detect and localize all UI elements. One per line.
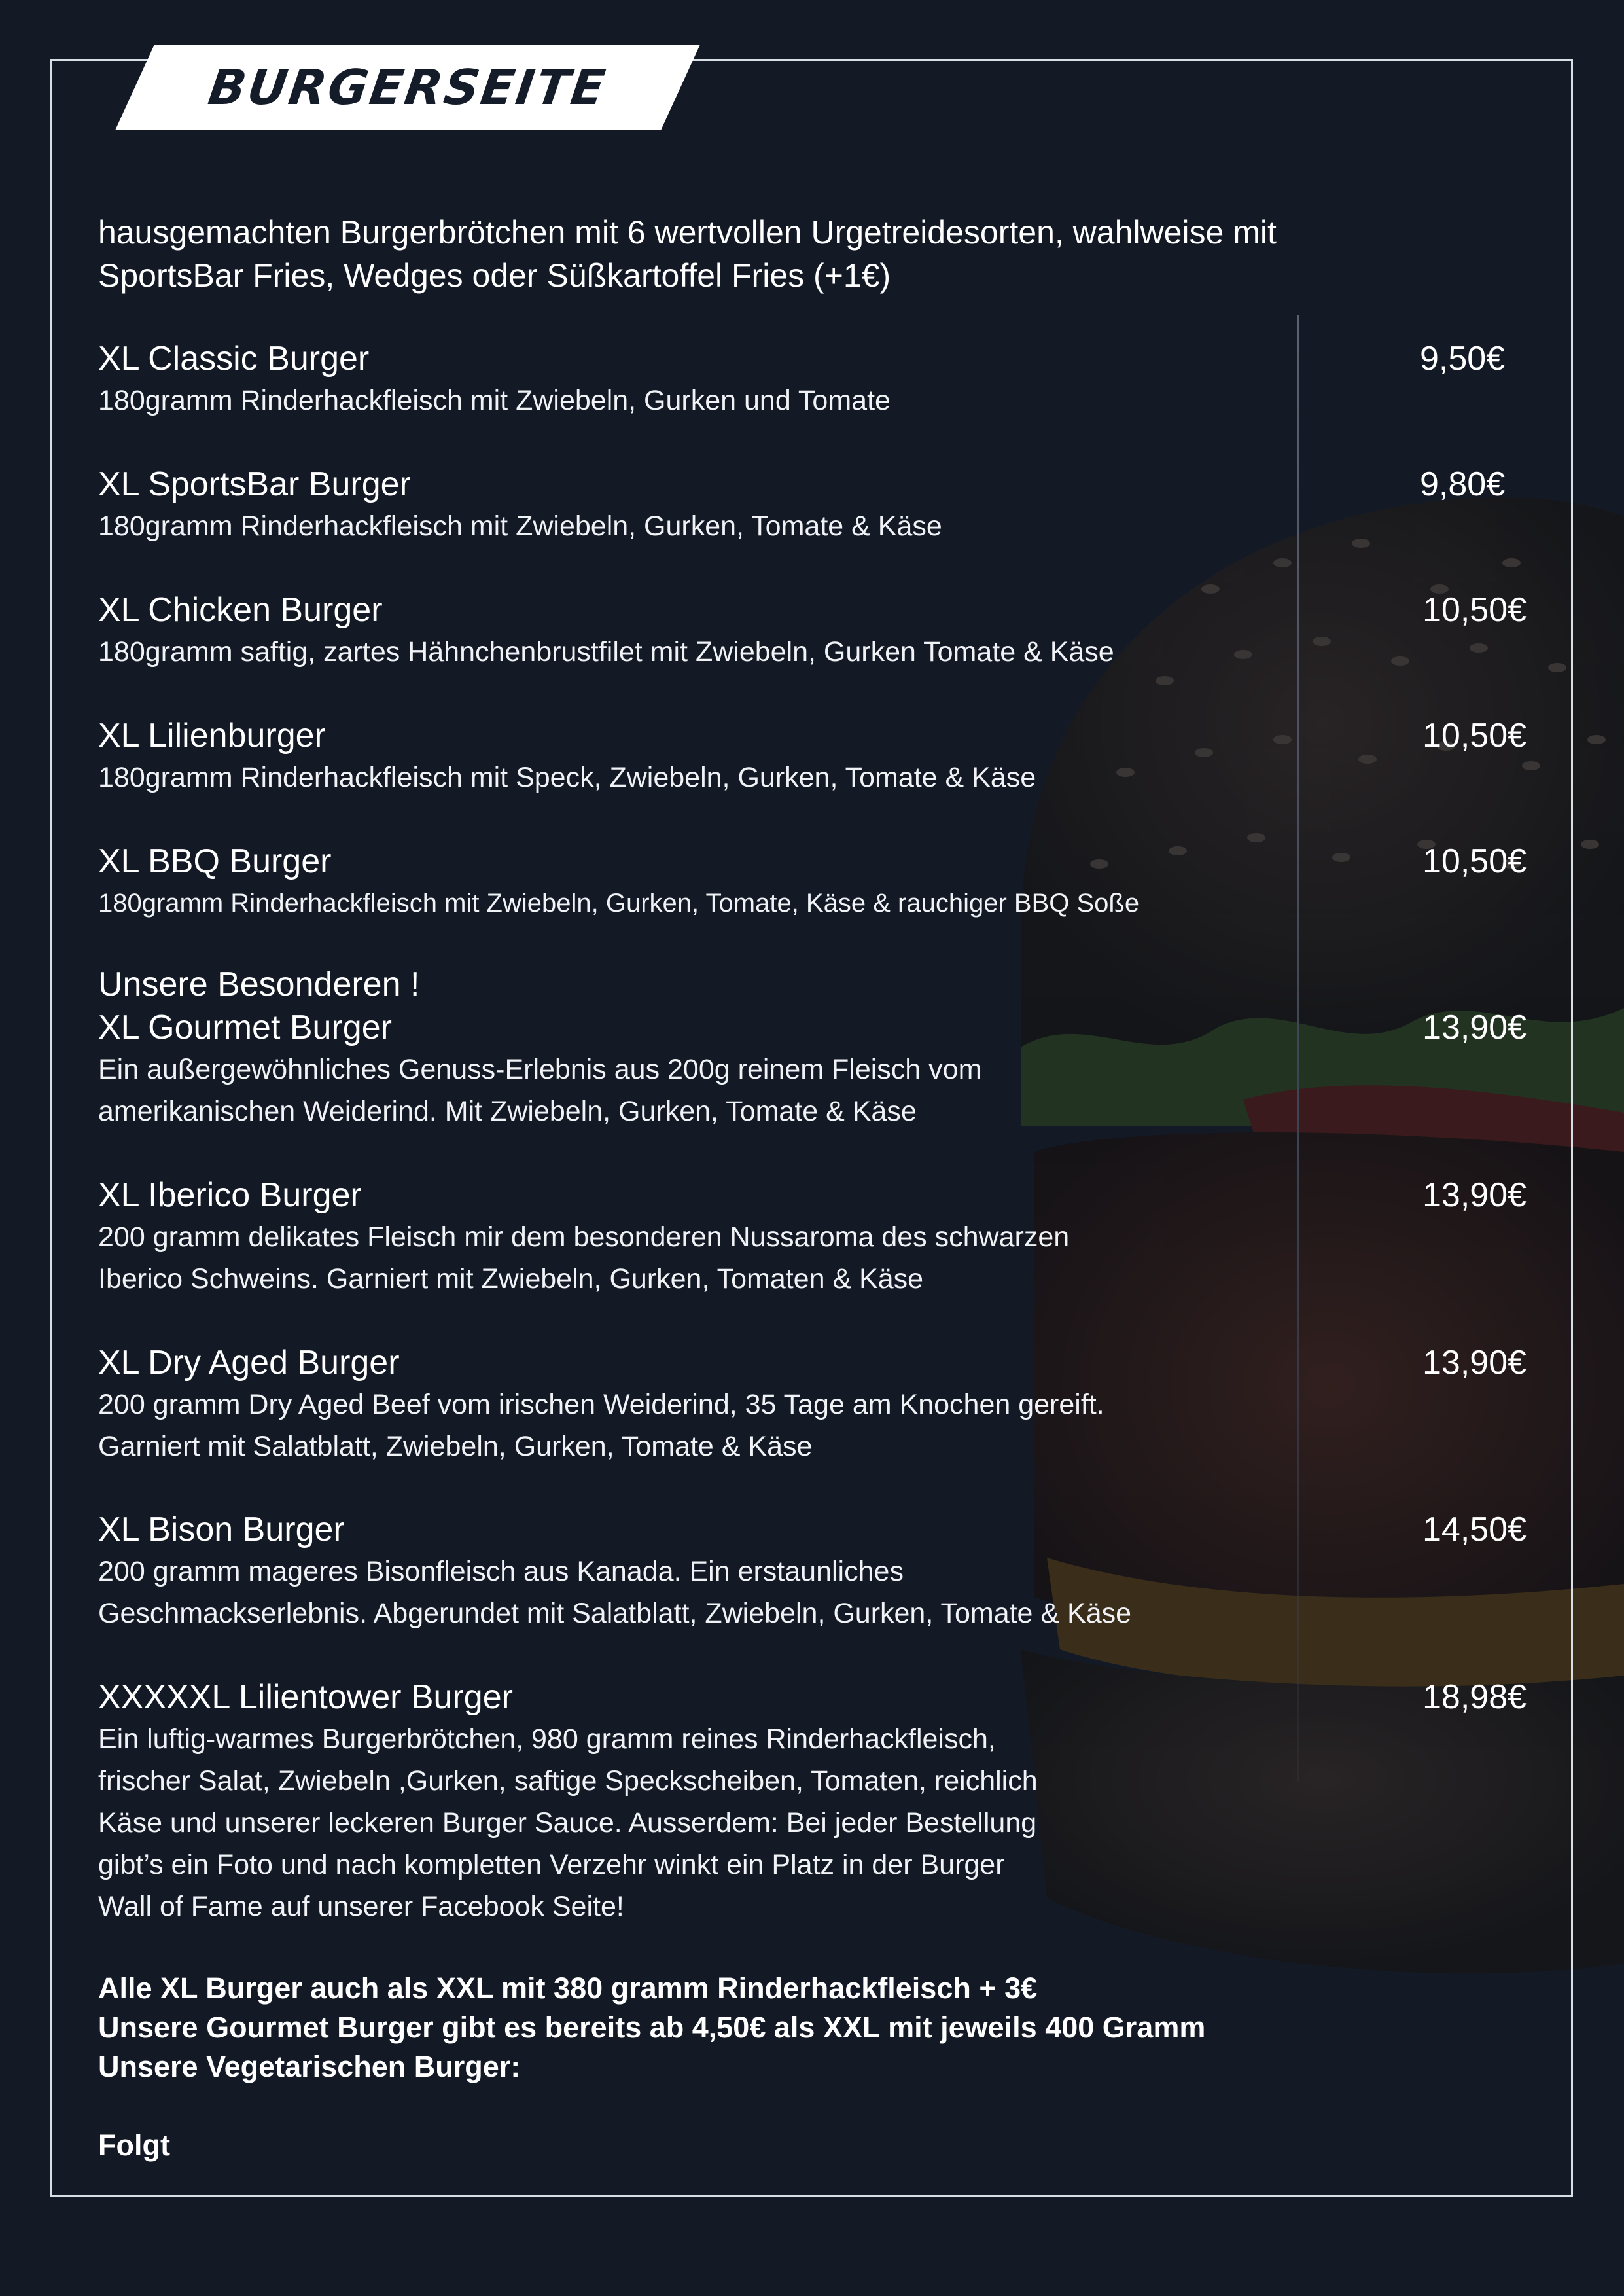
menu-item-description: Wall of Fame auf unserer Facebook Seite!: [98, 1891, 624, 1922]
menu-item: [98, 1509, 1525, 1634]
menu-item-description: 180gramm Rinderhackfleisch mit Speck, Zwiebeln, Gurken, Tomate & Käse: [98, 762, 1036, 793]
menu-item-name: XL Bison Burger: [98, 1511, 345, 1549]
menu-item-price: 10,50€: [1422, 717, 1527, 755]
menu-item-name: XXXXXL Lilientower Burger: [98, 1678, 513, 1716]
menu-item-name: XL Iberico Burger: [98, 1176, 362, 1214]
menu-item-description: Geschmackserlebnis. Abgerundet mit Salatblatt, Zwiebeln, Gurken, Tomate & Käse: [98, 1598, 1132, 1629]
menu-item-name: XL SportsBar Burger: [98, 465, 411, 503]
footer-note-xxl: Alle XL Burger auch als XXL mit 380 gramm Rinderhackfleisch + 3€: [98, 1971, 1038, 2005]
menu-item-price: 13,90€: [1422, 1176, 1527, 1214]
menu-item-name: XL BBQ Burger: [98, 842, 332, 880]
menu-item-price: 10,50€: [1422, 591, 1527, 629]
menu-item-name: XL Dry Aged Burger: [98, 1344, 400, 1382]
menu-item-description: 180gramm Rinderhackfleisch mit Zwiebeln, Gurken und Tomate: [98, 385, 891, 416]
menu-item: [98, 1342, 1525, 1467]
footer-note-gourmet: Unsere Gourmet Burger gibt es bereits ab 4,50€ als XXL mit jeweils 400 Gramm: [98, 2011, 1206, 2044]
menu-item: [98, 715, 1525, 798]
menu-item-description: 200 gramm mageres Bisonfleisch aus Kanada. Ein erstaunliches: [98, 1556, 904, 1587]
menu-item: [98, 338, 1525, 422]
menu-item: [98, 1676, 1525, 1928]
menu-item-description: Iberico Schweins. Garniert mit Zwiebeln, Gurken, Tomaten & Käse: [98, 1263, 924, 1295]
menu-item-description: 200 gramm delikates Fleisch mir dem besonderen Nussaroma des schwarzen: [98, 1221, 1070, 1253]
intro-line-1: hausgemachten Burgerbrötchen mit 6 wertvollen Urgetreidesorten, wahlweise mit: [98, 214, 1277, 251]
menu-item-description: 200 gramm Dry Aged Beef vom irischen Weiderind, 35 Tage am Knochen gereift.: [98, 1389, 1104, 1420]
menu-item-price: 13,90€: [1422, 1344, 1527, 1382]
menu-item-name: XL Classic Burger: [98, 340, 370, 378]
footer-note-follows: Folgt: [98, 2128, 170, 2162]
page-title: BURGERSEITE: [205, 59, 610, 116]
menu-item-name: XL Gourmet Burger: [98, 1009, 392, 1047]
menu-item: [98, 1174, 1525, 1300]
menu-item-description: 180gramm Rinderhackfleisch mit Zwiebeln, Gurken, Tomate, Käse & rauchiger BBQ Soße: [98, 889, 1140, 918]
menu-item-description: 180gramm saftig, zartes Hähnchenbrustfilet mit Zwiebeln, Gurken Tomate & Käse: [98, 636, 1114, 668]
menu-item-price: 13,90€: [1422, 1009, 1527, 1047]
menu-item-description: Garniert mit Salatblatt, Zwiebeln, Gurken, Tomate & Käse: [98, 1431, 813, 1462]
menu-item-name: XL Chicken Burger: [98, 591, 383, 629]
footer-note-vegetarian: Unsere Vegetarischen Burger:: [98, 2050, 521, 2083]
menu-item: [98, 589, 1525, 673]
menu-item-description: amerikanischen Weiderind. Mit Zwiebeln, Gurken, Tomate & Käse: [98, 1096, 917, 1127]
menu-item: [98, 840, 1525, 924]
menu-item-description: frischer Salat, Zwiebeln ,Gurken, saftige Speckscheiben, Tomaten, reichlich: [98, 1765, 1038, 1797]
menu-item-description: Ein luftig-warmes Burgerbrötchen, 980 gramm reines Rinderhackfleisch,: [98, 1723, 996, 1755]
section-heading-specials: Unsere Besonderen !: [98, 965, 420, 1003]
menu-item-price: 9,80€: [1420, 465, 1506, 503]
menu-item: [98, 463, 1525, 547]
menu-item-price: 14,50€: [1422, 1511, 1527, 1549]
menu-item-description: gibt’s ein Foto und nach kompletten Verzehr winkt ein Platz in der Burger: [98, 1849, 1005, 1880]
menu-item-name: XL Lilienburger: [98, 717, 326, 755]
footer-notes: [98, 1969, 1407, 2087]
intro-text: [98, 211, 1374, 297]
menu-item: [98, 1007, 1525, 1132]
menu-item-price: 18,98€: [1422, 1678, 1527, 1716]
menu-item-description: Ein außergewöhnliches Genuss-Erlebnis aus 200g reinem Fleisch vom: [98, 1054, 982, 1085]
intro-line-2: SportsBar Fries, Wedges oder Süßkartoffel Fries (+1€): [98, 257, 891, 294]
menu-item-description: 180gramm Rinderhackfleisch mit Zwiebeln, Gurken, Tomate & Käse: [98, 511, 942, 542]
menu-item-price: 10,50€: [1422, 842, 1527, 880]
menu-item-description: Käse und unserer leckeren Burger Sauce. Ausserdem: Bei jeder Bestellung: [98, 1807, 1037, 1839]
menu-item-price: 9,50€: [1420, 340, 1506, 378]
